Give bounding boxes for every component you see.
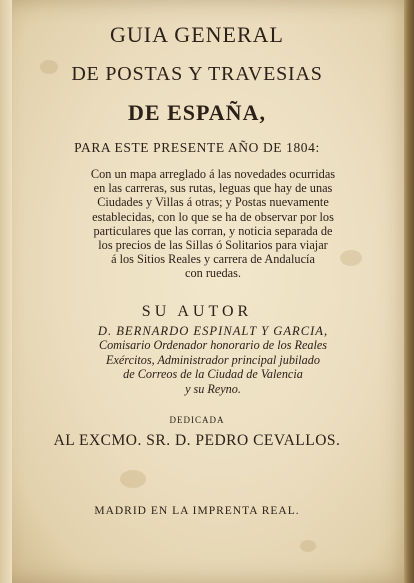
description-line: los precios de las Sillas ó Solitarios para viajar: [98, 238, 328, 253]
foxing-spot: [300, 540, 316, 552]
title-line-2: DE POSTAS Y TRAVESIAS: [71, 63, 323, 85]
imprint: MADRID EN LA IMPRENTA REAL.: [94, 505, 300, 517]
author-title-line: Comisario Ordenador honorario de los Reales: [98, 338, 328, 353]
description-line: Con un mapa arreglado á las novedades ocurridas: [90, 167, 336, 181]
foxing-spot: [120, 470, 146, 488]
book-edge: [404, 0, 414, 583]
description-block: [58, 167, 368, 281]
description-line: en las carreras, sus rutas, leguas que hay de unas: [93, 181, 333, 196]
description-line: á los Sitios Reales y carrera de Andalucía: [111, 252, 315, 267]
description-line: particulares que las corran, y noticia separada de: [93, 223, 333, 238]
description-line: Ciudades y Villas á otras; y Postas nuevamente: [97, 195, 329, 210]
author-heading: SU AUTOR: [141, 303, 253, 320]
dedication-label: DEDICADA: [169, 415, 225, 425]
author-title-line: y su Reyno.: [185, 381, 241, 396]
title-year-line: PARA ESTE PRESENTE AÑO DE 1804:: [74, 140, 320, 155]
author-title-line: Exércitos, Administrador principal jubilado: [106, 352, 320, 367]
title-line-3: DE ESPAÑA,: [128, 100, 266, 125]
author-title-line: de Correos de la Ciudad de Valencia: [123, 367, 303, 382]
description-line: establecidas, con lo que se ha de observar por los: [92, 209, 334, 224]
dedication-recipient: AL EXCMO. SR. D. PEDRO CEVALLOS.: [53, 432, 341, 449]
title-line-1: GUIA GENERAL: [110, 22, 284, 47]
description-line: con ruedas.: [185, 266, 241, 281]
author-name: D. BERNARDO ESPINALT Y GARCIA,: [97, 324, 329, 338]
author-block: [48, 324, 378, 396]
page-gutter: [0, 0, 12, 583]
